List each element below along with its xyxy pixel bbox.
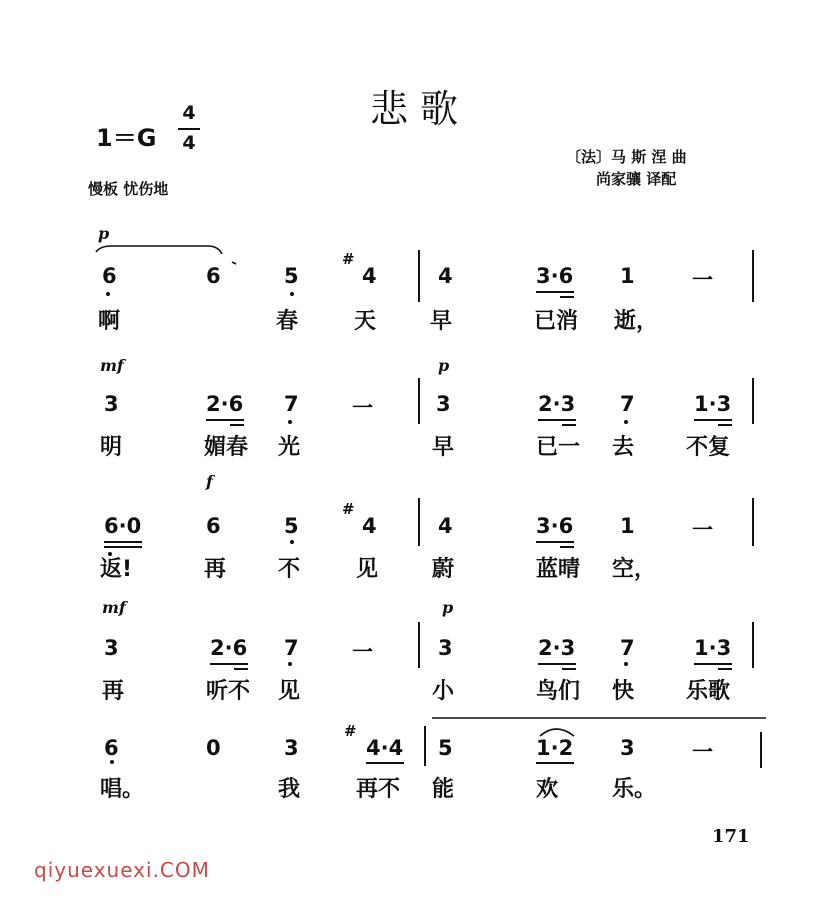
note: 4·4 <box>366 736 404 760</box>
site-watermark: qiyuexuexi.COM <box>34 858 210 882</box>
arranger-credit: 尚家骧 译配 <box>596 170 677 188</box>
lyric: 已消 <box>534 309 579 334</box>
note: 一 <box>352 396 373 420</box>
note: 3 <box>104 636 119 660</box>
lyric: 明 <box>100 435 123 460</box>
sharp-sign: # <box>342 500 355 518</box>
note: 0 <box>206 736 221 760</box>
note: 7 <box>284 636 299 660</box>
sharp-sign: # <box>344 722 357 740</box>
note: 3 <box>104 392 119 416</box>
song-title: 悲歌 <box>369 87 470 131</box>
lyric: 蓝晴 <box>536 557 581 582</box>
note: 7 <box>284 392 299 416</box>
note: 5 <box>284 264 299 288</box>
note: 1·3 <box>694 636 732 660</box>
lyric: 唱。 <box>100 777 145 802</box>
lyric: 返! <box>100 557 133 582</box>
lyric: 鸟们 <box>536 679 581 704</box>
note: 3 <box>284 736 299 760</box>
lyric: 天 <box>354 309 377 334</box>
lyric: 早 <box>432 435 455 460</box>
key-signature: 1＝G <box>96 124 157 152</box>
lyric: 见 <box>278 679 301 704</box>
lyric: 去 <box>612 435 635 460</box>
dynamic-mark: p <box>442 598 454 617</box>
dynamic-mark: mf <box>102 598 126 617</box>
lyric: 不 <box>278 557 301 582</box>
lyric: 媚春 <box>204 435 249 460</box>
lyric: 蔚 <box>432 557 455 582</box>
slur <box>96 246 222 254</box>
dynamic-mark: mf <box>100 356 124 375</box>
time-signature-top: 4 <box>182 102 196 124</box>
lyric: 快 <box>612 679 635 704</box>
lyric: 啊 <box>98 309 121 334</box>
note: 5 <box>284 514 299 538</box>
note: 3·6 <box>536 264 574 288</box>
lyric: 乐歌 <box>686 679 731 704</box>
note: 5 <box>438 736 453 760</box>
note: 1 <box>620 514 635 538</box>
lyric: 听不 <box>206 679 251 704</box>
lyric: 小 <box>432 679 455 704</box>
lyric: 已一 <box>536 435 581 460</box>
lyric: 空， <box>612 557 657 582</box>
tempo-marking: 慢板 忧伤地 <box>88 180 169 198</box>
note: 3 <box>620 736 635 760</box>
lyric: 能 <box>432 777 455 802</box>
dynamic-mark: p <box>438 356 450 375</box>
note: 4 <box>438 264 453 288</box>
note: 3 <box>436 392 451 416</box>
note: 3 <box>438 636 453 660</box>
lyric: 不复 <box>686 435 731 460</box>
note: 1 <box>620 264 635 288</box>
lyric: 再 <box>204 557 227 582</box>
note: 一 <box>352 640 373 664</box>
page-number: 171 <box>712 826 750 847</box>
lyric: 再 <box>102 679 125 704</box>
note: 4 <box>362 264 377 288</box>
note: 6 <box>206 264 221 288</box>
lyric: 见 <box>356 557 379 582</box>
lyric: 光 <box>278 435 301 460</box>
note: 2·6 <box>210 636 248 660</box>
note: 2·6 <box>206 392 244 416</box>
note: 2·3 <box>538 636 576 660</box>
note: 2·3 <box>538 392 576 416</box>
lyric: 欢 <box>536 777 559 802</box>
note: 6 <box>104 736 119 760</box>
note: 6·0 <box>104 514 142 538</box>
slur <box>540 729 574 736</box>
note: 一 <box>692 740 713 764</box>
composer-credit: 〔法〕马 斯 涅 曲 <box>566 148 687 166</box>
tie-mark <box>232 262 236 264</box>
note: 1·3 <box>694 392 732 416</box>
note: 6 <box>102 264 117 288</box>
sharp-sign: # <box>342 250 355 268</box>
lyric: 逝， <box>614 309 659 334</box>
lyric: 我 <box>278 777 301 802</box>
note: 6 <box>206 514 221 538</box>
note: 7 <box>620 392 635 416</box>
note: 1·2 <box>536 736 574 760</box>
dynamic-mark: p <box>98 224 110 243</box>
lyric: 再不 <box>356 777 401 802</box>
dynamic-mark: f <box>206 472 213 491</box>
note: 4 <box>438 514 453 538</box>
note: 一 <box>692 518 713 542</box>
note: 3·6 <box>536 514 574 538</box>
lyric: 乐。 <box>612 777 657 802</box>
note: 7 <box>620 636 635 660</box>
lyric: 早 <box>430 309 453 334</box>
time-signature-bottom: 4 <box>182 132 196 154</box>
note: 一 <box>692 268 713 292</box>
lyric: 春 <box>276 309 299 334</box>
note: 4 <box>362 514 377 538</box>
